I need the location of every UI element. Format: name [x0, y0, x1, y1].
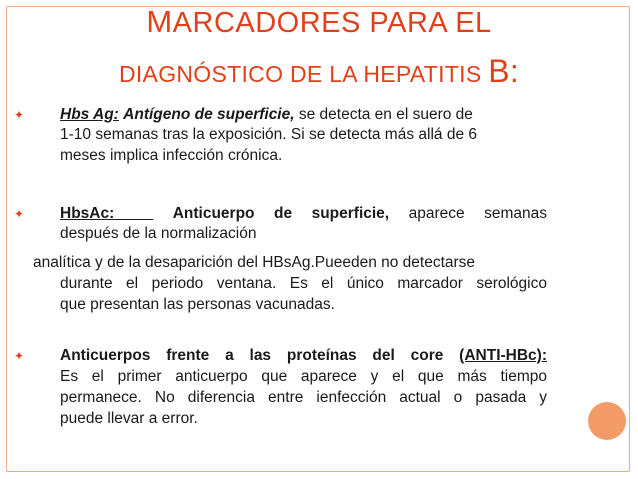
- decorative-circle: [588, 402, 626, 440]
- item1-line1: Hbs Ag: Antígeno de superficie, se detecta en el suero de: [60, 106, 473, 123]
- slide-title-line2: DIAGNÓSTICO DE LA HEPATITIS B:: [118, 53, 520, 89]
- item1-line2: 1-10 semanas tras la exposición. Si se detecta más allá de 6: [60, 126, 478, 143]
- item3-line3: permanece. No diferencia entre ienfección actual o pasada y: [60, 389, 547, 406]
- item2-line1: HbsAc: Anticuerpo de superficie, aparece semanas: [60, 205, 547, 222]
- item1-line3: meses implica infección crónica.: [60, 147, 283, 164]
- bullet-icon: ✦: [14, 108, 25, 122]
- item3-line1: Anticuerpos frente a las proteínas del core (ANTI-HBc):: [60, 347, 547, 364]
- item3-line2: Es el primer anticuerpo que aparece y el que más tiempo: [60, 368, 547, 385]
- item2-line3: analítica y de la desaparición del HBsAg.Pueeden no detectarse: [33, 254, 476, 271]
- item2-line5: que presentan las personas vacunadas.: [60, 296, 335, 313]
- item2-line2: después de la normalización: [60, 225, 257, 242]
- item3-line4: puede llevar a error.: [60, 410, 198, 427]
- bullet-icon: ✦: [14, 349, 25, 363]
- bullet-icon: ✦: [14, 207, 25, 221]
- item2-line4: durante el periodo ventana. Es el único marcador serológico: [60, 275, 547, 292]
- slide-title-line1: MARCADORES PARA EL: [146, 4, 492, 39]
